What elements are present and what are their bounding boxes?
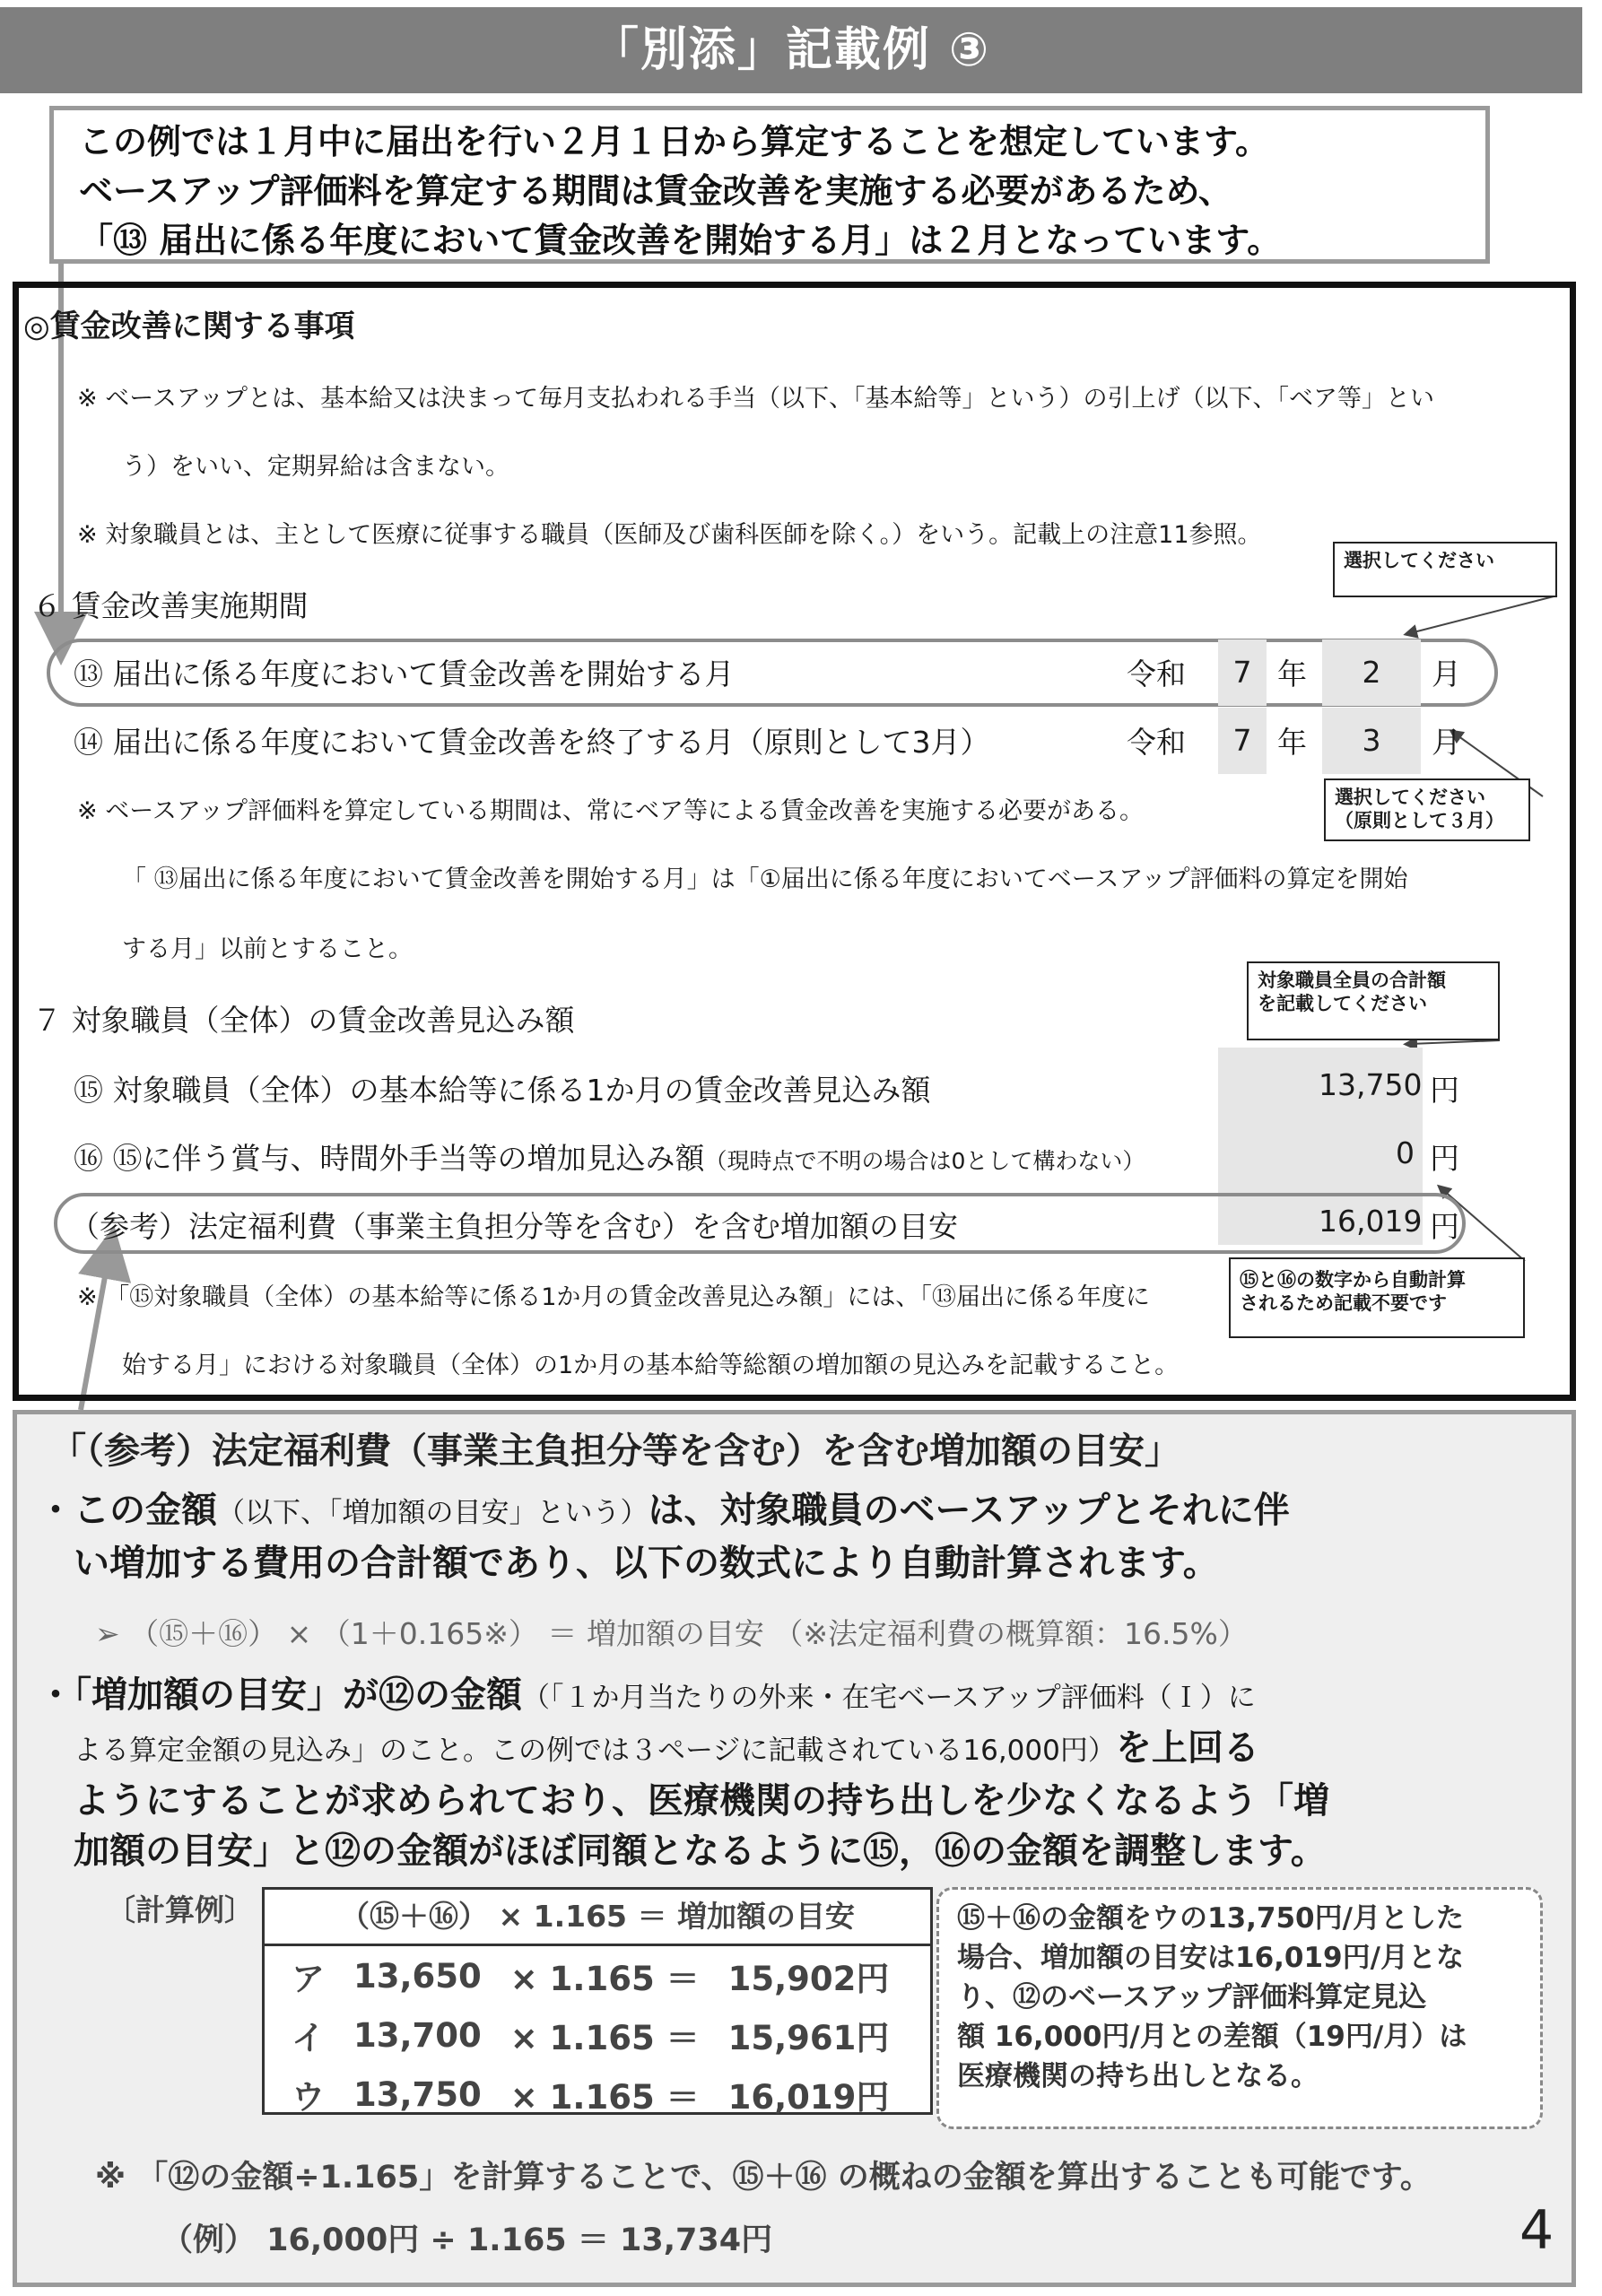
callout-line: を記載してください: [1258, 993, 1427, 1014]
ref-row-unit: 円: [1430, 1209, 1459, 1244]
calc-note-line: ⑮＋⑯の金額をウの13,750円/月とした: [957, 1902, 1464, 1935]
row14-month-unit: 月: [1432, 725, 1461, 760]
bullet-2-d: を上回る: [1115, 1727, 1259, 1769]
bullet-2: [38, 1670, 1563, 1876]
calc-mult: × 1.165 ＝: [509, 2019, 700, 2057]
calc-row: [277, 2005, 903, 2065]
row14-label: ⑭ 届出に係る年度において賃金改善を終了する月（原則として3月）: [74, 725, 990, 760]
bullet-1: [38, 1485, 1554, 1588]
bullet-2-b: （「１か月当たりの外来・在宅ベースアップ評価料（Ｉ）に: [522, 1682, 1256, 1714]
calc-row: [277, 2065, 903, 2124]
note-amount-2: 始する月」における対象職員（全体）の1か月の基本給等総額の増加額の見込みを記載すること。: [122, 1352, 1180, 1379]
calc-result: 16,019円: [727, 2078, 890, 2117]
ref-row-value: 16,019: [1319, 1204, 1423, 1239]
note-period: ※ ベースアップ評価料を算定している期間は、常にベア等による賃金改善を実施する必要がある。: [77, 797, 1144, 825]
bullet-2-c: よる算定金額の見込み」のこと。この例では３ページに記載されている16,000円）: [74, 1735, 1116, 1767]
row16-label-text: ⑯ ⑮に伴う賞与、時間外手当等の増加見込み額: [74, 1141, 705, 1176]
row14-month-select[interactable]: 3: [1322, 708, 1421, 774]
row14-year-cell[interactable]: 7: [1218, 708, 1267, 774]
page-title: 「別添」記載例 ③: [0, 7, 1582, 93]
ref-row-label: （参考）法定福利費（事業主負担分等を含む）を含む増加額の目安: [70, 1209, 958, 1244]
row16-label: [74, 1135, 1145, 1178]
calc-key: ア: [292, 1960, 325, 1998]
calc-note-line: 場合、増加額の目安は16,019円/月とな: [957, 1942, 1464, 1974]
note-amount: ※ 「⑮対象職員（全体）の基本給等に係る1か月の賃金改善見込み額」には、「⑬届出に係る年度に: [77, 1283, 1150, 1311]
row13-year-unit: 年: [1277, 657, 1307, 691]
calc-mult: × 1.165 ＝: [509, 1960, 700, 1998]
calc-amount: 13,650: [353, 1956, 482, 1996]
bullet-1-c: は、対象職員のベースアップとそれに伴: [648, 1490, 1290, 1531]
callout-line: （原則として３月）: [1335, 810, 1504, 831]
note-target-staff: ※ 対象職員とは、主として医療に従事する職員（医師及び歯科医師を除く。）をいう。記載上の注意11参照。: [77, 521, 1262, 549]
calc-amount: 13,700: [353, 2015, 482, 2055]
calc-header: （⑮＋⑯） × 1.165 ＝ 増加額の目安: [265, 1890, 930, 1946]
footnote-example: （例） 16,000円 ÷ 1.165 ＝ 13,734円: [161, 2222, 773, 2258]
explanation-heading: 「（参考）法定福利費（事業主負担分等を含む）を含む増加額の目安」: [50, 1431, 1180, 1472]
callout-line: 選択してください: [1335, 787, 1485, 808]
row13-month-unit: 月: [1432, 657, 1461, 691]
row13-era: 令和: [1127, 657, 1186, 691]
intro-line: この例では１月中に届出を行い２月１日から算定することを想定しています。: [79, 122, 1269, 161]
form-heading: ◎賃金改善に関する事項: [23, 309, 355, 344]
bullet-1-b: （以下、「増加額の目安」という）: [217, 1497, 649, 1529]
row15-value[interactable]: 13,750: [1319, 1067, 1423, 1102]
calc-amount: 13,750: [353, 2074, 482, 2114]
calc-table: [262, 1887, 933, 2115]
calc-result: 15,902円: [727, 1960, 890, 1998]
calc-key: ウ: [292, 2078, 325, 2117]
calc-note-line: り、⑫のベースアップ評価料算定見込: [957, 1981, 1427, 2013]
bullet-2-line3: ようにすることが求められており、医療機関の持ち出しを少なくなるよう「増: [74, 1780, 1329, 1822]
row16-value[interactable]: 0: [1396, 1135, 1415, 1170]
bullet-1-line1: [38, 1485, 1554, 1538]
calc-example-label: 〔計算例〕: [106, 1892, 254, 1927]
note-baseup-cont: う）をいい、定期昇給は含まない。: [122, 453, 509, 481]
calc-note-line: 医療機関の持ち出しとなる。: [957, 2060, 1319, 2092]
intro-line: 「⑬ 届出に係る年度において賃金改善を開始する月」は２月となっています。: [79, 221, 1282, 260]
calc-row: [277, 1946, 903, 2005]
bullet-2-a: ・「増加額の目安」が⑫の金額: [38, 1674, 522, 1716]
row13-month-select[interactable]: 2: [1322, 639, 1421, 706]
row13-year-cell[interactable]: 7: [1218, 639, 1267, 706]
callout-auto-calc: [1229, 1257, 1525, 1338]
row14-year-unit: 年: [1277, 725, 1307, 760]
bullet-2-line4: 加額の目安」と⑫の金額がほぼ同額となるように⑮，⑯の金額を調整します。: [74, 1831, 1327, 1872]
page-number: 4: [1519, 2199, 1554, 2262]
bullet-1-line2: い増加する費用の合計額であり、以下の数式により自動計算されます。: [74, 1543, 1219, 1584]
bullet-2-line2: [38, 1723, 1563, 1776]
callout-enter-total: [1247, 961, 1500, 1040]
calc-note: [936, 1887, 1543, 2129]
note-period-2: 「 ⑬届出に係る年度において賃金改善を開始する月」は「①届出に係る年度においてベースアップ評価料の算定を開始: [122, 865, 1408, 893]
callout-line: 対象職員全員の合計額: [1258, 970, 1446, 991]
calc-mult: × 1.165 ＝: [509, 2078, 700, 2117]
callout-select-default: [1324, 778, 1530, 841]
section-6-title: ６ 賃金改善実施期間: [32, 588, 309, 623]
callout-line: ⑮と⑯の数字から自動計算: [1240, 1269, 1466, 1291]
calc-result: 15,961円: [727, 2019, 890, 2057]
bullet-1-a: ・この金額: [38, 1490, 217, 1531]
calc-key: イ: [292, 2019, 325, 2057]
row16-unit: 円: [1430, 1141, 1459, 1176]
callout-select-text: 選択してください: [1344, 550, 1494, 571]
note-baseup: ※ ベースアップとは、基本給又は決まって毎月支払われる手当（以下、「基本給等」という）の引上げ（以下、「ベア等」とい: [77, 385, 1434, 413]
callout-line: されるため記載不要です: [1240, 1292, 1447, 1314]
callout-select: [1333, 542, 1557, 597]
bullet-2-line1: [38, 1670, 1563, 1723]
row15-label: ⑮ 対象職員（全体）の基本給等に係る1か月の賃金改善見込み額: [74, 1073, 931, 1108]
calc-note-line: 額 16,000円/月との差額（19円/月）は: [957, 2021, 1467, 2053]
footnote: ※ 「⑫の金額÷1.165」を計算することで、⑮＋⑯ の概ねの金額を算出することも可能です。: [95, 2160, 1432, 2196]
intro-line: ベースアップ評価料を算定する期間は賃金改善を実施する必要があるため、: [79, 171, 1232, 211]
row16-sub: （現時点で不明の場合は0として構わない）: [704, 1148, 1145, 1174]
formula: ➢ （⑮＋⑯） × （1＋0.165※） ＝ 増加額の目安 （※法定福利費の概算額：16.5%）: [95, 1616, 1248, 1651]
row14-era: 令和: [1127, 725, 1186, 760]
note-period-3: する月」以前とすること。: [122, 935, 413, 963]
row15-unit: 円: [1430, 1073, 1459, 1108]
row13-label: ⑬ 届出に係る年度において賃金改善を開始する月: [74, 657, 735, 691]
section-7-title: ７ 対象職員（全体）の賃金改善見込み額: [32, 1003, 575, 1038]
